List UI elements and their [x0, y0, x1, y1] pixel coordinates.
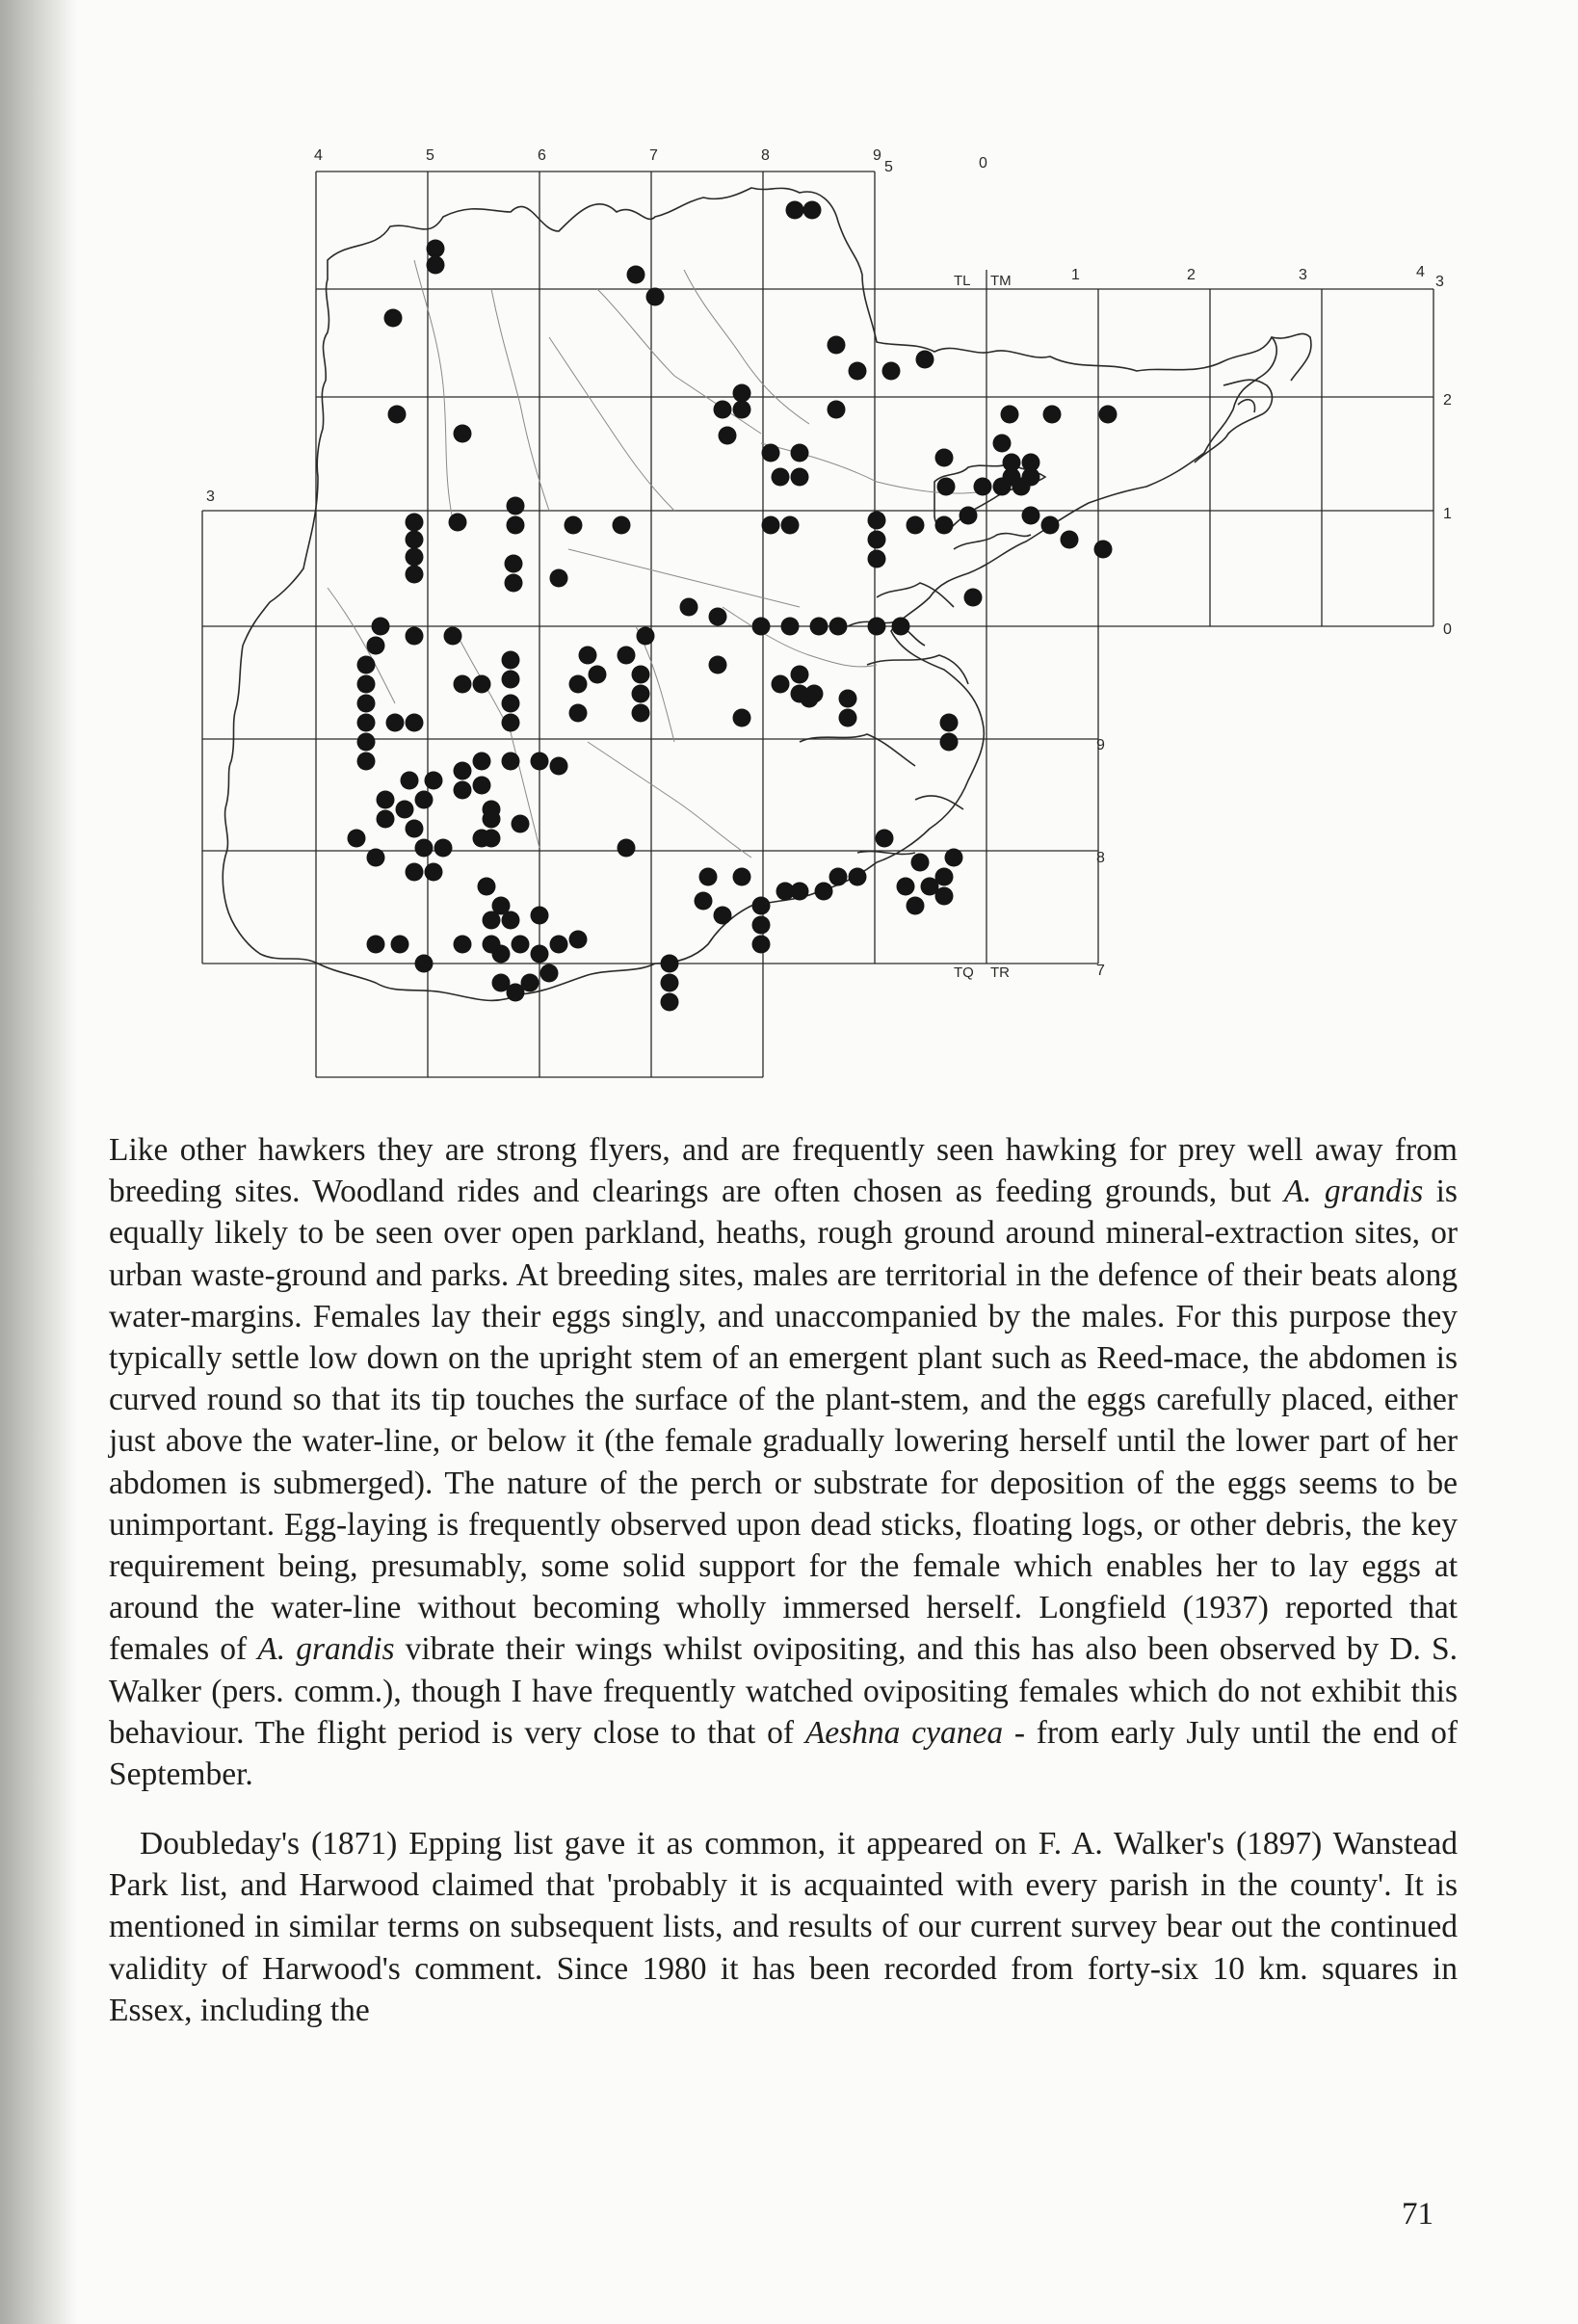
record-dots: [348, 201, 1118, 1012]
record-dot: [868, 512, 886, 530]
essex-outline: [223, 188, 1311, 1000]
grid-label-top: 7: [649, 147, 658, 164]
record-dot: [791, 444, 809, 462]
record-dot: [1022, 507, 1040, 525]
record-dot: [569, 704, 588, 723]
record-dot: [521, 974, 539, 992]
record-dot: [507, 516, 525, 535]
grid-label-top: 8: [761, 147, 770, 164]
record-dot: [632, 685, 650, 703]
record-dot: [427, 256, 445, 275]
record-dot: [505, 555, 523, 573]
record-dot: [974, 478, 992, 496]
record-dot: [839, 690, 857, 708]
record-dot: [512, 815, 530, 833]
record-dot: [367, 637, 385, 655]
grid-label-right: 3: [1435, 274, 1444, 290]
record-dot: [791, 883, 809, 901]
record-dot: [791, 666, 809, 684]
record-dot: [473, 830, 491, 848]
record-dot: [733, 709, 751, 727]
record-dot: [357, 656, 376, 674]
record-dot: [1061, 531, 1079, 549]
record-dot: [1041, 516, 1060, 535]
record-dot: [940, 714, 959, 732]
record-dot: [579, 647, 597, 665]
record-dot: [1001, 406, 1019, 424]
record-dot: [829, 868, 848, 886]
record-dot: [801, 690, 819, 708]
record-dot: [613, 516, 631, 535]
record-dot: [478, 878, 496, 896]
grid-label-right: 3: [1299, 267, 1307, 283]
record-dot: [935, 449, 954, 467]
grid-label-top: 5: [426, 147, 434, 164]
record-dot: [695, 892, 713, 911]
record-dot: [406, 566, 424, 584]
record-dot: [473, 675, 491, 694]
record-dot: [357, 733, 376, 752]
record-dot: [377, 810, 395, 829]
record-dot: [916, 351, 934, 369]
record-dot: [876, 830, 894, 848]
record-dot: [762, 516, 780, 535]
record-dot: [406, 531, 424, 549]
record-dot: [940, 733, 959, 752]
record-dot: [357, 753, 376, 771]
record-dot: [803, 201, 822, 220]
grid-label-right: 1: [1071, 267, 1080, 283]
record-dot: [454, 675, 472, 694]
record-dot: [505, 574, 523, 593]
record-dot: [427, 240, 445, 258]
sheet-label: TR: [990, 964, 1010, 981]
grid-label-right: 8: [1096, 850, 1105, 866]
record-dot: [425, 772, 443, 790]
record-dot: [993, 478, 1012, 496]
record-dot: [388, 406, 407, 424]
record-dot: [406, 863, 424, 882]
record-dot: [396, 801, 414, 819]
record-dot: [781, 618, 800, 636]
record-dot: [502, 695, 520, 713]
record-dot: [425, 863, 443, 882]
record-dot: [815, 883, 833, 901]
record-dot: [1013, 478, 1031, 496]
record-dot: [502, 651, 520, 670]
record-dot: [637, 627, 655, 646]
record-dot: [502, 753, 520, 771]
species-name: A. grandis: [1283, 1174, 1424, 1210]
grid-label-right: 2: [1187, 267, 1196, 283]
grid-label-top: 9: [873, 147, 881, 164]
record-dot: [483, 936, 501, 954]
record-dot: [829, 618, 848, 636]
sheet-label: TM: [990, 273, 1012, 289]
record-dot: [401, 772, 419, 790]
record-dot: [810, 618, 828, 636]
species-name: A. grandis: [257, 1631, 395, 1668]
record-dot: [907, 897, 925, 915]
record-dot: [646, 288, 665, 306]
record-dot: [454, 781, 472, 800]
sheet-label: TL: [954, 273, 971, 289]
grid-label-top: 4: [314, 147, 323, 164]
record-dot: [415, 791, 434, 809]
record-dot: [752, 897, 771, 915]
record-dot: [828, 401, 846, 419]
body-paragraph-2: Doubleday's (1871) Epping list gave it as common, it appeared on F. A. Walker's (1897) Wanstead Park list, and Harwood claimed that 'probably it is acquainted with every parish in the county'. It is mentioned in similar terms on subsequent lists, and results of our current survey bear out the continued validity of Harwood's comment. Since 1980 it has been recorded from forty-six 10 km. squares in Essex, including the: [109, 1826, 1458, 2028]
page-gutter-shadow: [0, 0, 77, 2324]
record-dot: [772, 468, 790, 487]
record-dot: [935, 887, 954, 906]
record-dot: [454, 762, 472, 780]
record-dot: [406, 820, 424, 838]
record-dot: [483, 801, 501, 819]
record-dot: [849, 868, 867, 886]
body-paragraph-1: Like other hawkers they are strong flyers, and are frequently seen hawking for prey well away from breeding sites. Woodland rides and clearings are often chosen as feeding grounds, but A. grandis is equally likely to be seen over open parkland, heaths, rough ground around mineral-extraction sites, or urban waste-ground and parks. At breeding sites, males are territorial in the defence of their beats along water-margins. Females lay their eggs singly, and unaccompanied by the males. For this purpose they typically settle low down on the upright stem of an emergent plant such as Reed-mace, the abdomen is curved round so that its tip touches the surface of the plant-stem, and the eggs carefully placed, either just above the water-line, or below it (the female gradually lowering herself until the lower part of her abdomen is submerged). The nature of the perch or substrate for deposition of the eggs seems to be unimportant. Egg-laying is frequently observed upon dead sticks, floating logs, or other debris, the key requirement being, presumably, some solid support for the female which enables her to lay eggs at around the water-line without becoming wholly immersed herself. Longfield (1937) reported that females of A. grandis vibrate their wings whilst ovipositing, and this has also been observed by D. S. Walker (pers. comm.), though I have frequently watched ovipositing females which do not exhibit this behaviour. The flight period is very close to that of Aeshna cyanea - from early July until the end of September.: [109, 1132, 1459, 1793]
record-dot: [531, 945, 549, 964]
record-dot: [752, 936, 771, 954]
record-dot: [569, 675, 588, 694]
record-dot: [719, 427, 737, 445]
record-dot: [945, 849, 963, 867]
record-dot: [1094, 541, 1113, 559]
record-dot: [367, 849, 385, 867]
record-dot: [550, 936, 568, 954]
record-dot: [483, 911, 501, 930]
record-dot: [868, 531, 886, 549]
record-dot: [454, 936, 472, 954]
record-dot: [714, 401, 732, 419]
record-dot: [733, 401, 751, 419]
record-dot: [512, 936, 530, 954]
page-number: 71: [1402, 2197, 1433, 2232]
record-dot: [937, 478, 956, 496]
record-dot: [502, 714, 520, 732]
record-dot: [752, 618, 771, 636]
distribution-map: [183, 145, 1464, 1098]
record-dot: [786, 201, 804, 220]
species-name: Aeshna cyanea: [804, 1714, 1004, 1751]
record-dot: [781, 516, 800, 535]
record-dot: [828, 336, 846, 355]
record-dot: [502, 671, 520, 689]
record-dot: [733, 384, 751, 403]
record-dot: [550, 569, 568, 588]
record-dot: [632, 666, 650, 684]
record-dot: [502, 911, 520, 930]
record-dot: [661, 993, 679, 1012]
record-dot: [680, 598, 698, 617]
record-dot: [892, 618, 910, 636]
record-dot: [565, 516, 583, 535]
record-dot: [415, 955, 434, 973]
record-dot: [618, 839, 636, 858]
record-dot: [964, 589, 983, 607]
record-dot: [415, 839, 434, 858]
record-dot: [589, 666, 607, 684]
record-dot: [444, 627, 462, 646]
grid-label-right: 2: [1443, 392, 1452, 409]
record-dot: [406, 548, 424, 567]
record-dot: [473, 753, 491, 771]
record-dot: [911, 854, 930, 872]
record-dot: [632, 704, 650, 723]
record-dot: [993, 435, 1012, 453]
record-dot: [357, 714, 376, 732]
record-dot: [406, 714, 424, 732]
record-dot: [714, 907, 732, 925]
grid-label-top: 5: [884, 159, 893, 175]
record-dot: [618, 647, 636, 665]
record-dot: [473, 777, 491, 795]
record-dot: [791, 468, 809, 487]
record-dot: [661, 974, 679, 992]
record-dot: [507, 497, 525, 515]
record-dot: [1099, 406, 1118, 424]
record-dot: [449, 514, 467, 532]
grid-label-right: 4: [1416, 264, 1425, 280]
record-dot: [849, 362, 867, 381]
record-dot: [897, 878, 915, 896]
record-dot: [709, 656, 727, 674]
record-dot: [372, 618, 390, 636]
record-dot: [935, 516, 954, 535]
record-dot: [627, 266, 645, 284]
record-dot: [752, 916, 771, 935]
record-dot: [531, 753, 549, 771]
record-dot: [709, 608, 727, 626]
record-dot: [569, 931, 588, 949]
record-dot: [384, 309, 403, 328]
record-dot: [367, 936, 385, 954]
grid-label-right: 9: [1096, 737, 1105, 753]
grid-label-top: 6: [538, 147, 546, 164]
record-dot: [772, 675, 790, 694]
record-dot: [935, 868, 954, 886]
record-dot: [550, 757, 568, 776]
record-dot: [348, 830, 366, 848]
record-dot: [454, 425, 472, 443]
grid-label-top: 0: [979, 155, 987, 172]
record-dot: [868, 618, 886, 636]
record-dot: [661, 955, 679, 973]
grid-label-right: 7: [1096, 963, 1105, 979]
record-dot: [762, 444, 780, 462]
record-dot: [960, 507, 978, 525]
record-dot: [357, 695, 376, 713]
record-dot: [699, 868, 718, 886]
grid-label-right: 0: [1443, 621, 1452, 638]
record-dot: [406, 627, 424, 646]
grid-label-right: 1: [1443, 506, 1452, 522]
record-dot: [531, 907, 549, 925]
record-dot: [377, 791, 395, 809]
record-dot: [357, 675, 376, 694]
record-dot: [733, 868, 751, 886]
record-dot: [386, 714, 405, 732]
record-dot: [868, 550, 886, 568]
record-dot: [434, 839, 453, 858]
grid-label-left: 3: [206, 489, 215, 505]
record-dot: [839, 709, 857, 727]
record-dot: [1043, 406, 1062, 424]
record-dot: [406, 514, 424, 532]
record-dot: [907, 516, 925, 535]
record-dot: [882, 362, 901, 381]
record-dot: [391, 936, 409, 954]
sheet-label: TQ: [954, 964, 974, 981]
record-dot: [540, 964, 559, 983]
